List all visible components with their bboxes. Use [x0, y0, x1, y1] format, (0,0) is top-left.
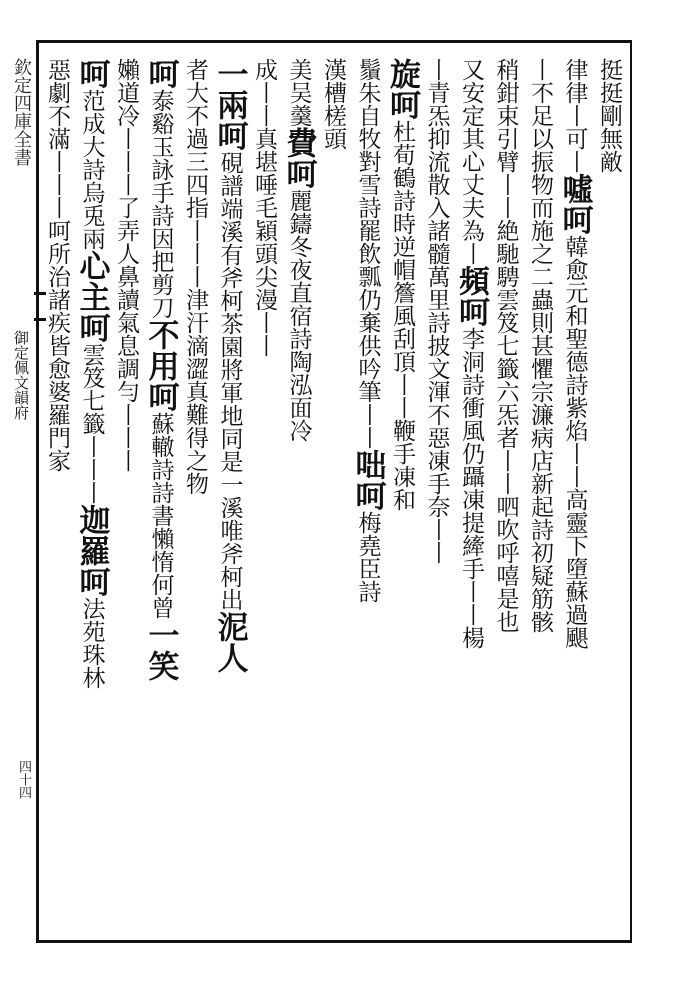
section-title	[10, 330, 32, 490]
text-column-5	[454, 58, 489, 930]
entry-text: 蘇轍詩詩書懶惰何曾	[147, 412, 174, 619]
entry-text: 萬里詩披文渾不惡凍手奈丨丨	[423, 265, 450, 564]
entry-text: 者大不過三四指丨丨丨津汗滴澀真難得之物	[182, 58, 208, 495]
headword: 迦羅呵	[73, 504, 110, 597]
entry-text: 真堪唾毛穎頭尖漫丨丨	[251, 127, 277, 357]
text-column-11	[247, 58, 282, 930]
entry-text: 泰谿玉詠手詩因把剪刀	[147, 89, 174, 319]
text-column-9	[316, 58, 351, 930]
entry-text: 杜荀鶴詩時逆帽簷風刮頂丨丨鞭手凍和	[389, 120, 415, 511]
entry-text: 梅堯臣詩	[354, 511, 381, 603]
text-column-3	[523, 58, 558, 930]
entry-text: 成丨丨	[251, 58, 277, 127]
entry-text: 雲笈七籤丨丨丨	[78, 343, 105, 504]
entry-text: 讀氣息調勻丨丨丨	[113, 288, 139, 472]
text-column-2	[557, 58, 592, 930]
entry-text: 嬾道冷丨丨丨了弄人鼻	[113, 58, 139, 288]
entry-text: 韓愈元和聖德詩紫焰丨丨高靈下墮蘇過颶	[561, 235, 588, 649]
text-column-13	[178, 58, 213, 930]
headword: 不用呵	[142, 319, 179, 412]
entry-text: 又安定其心丈夫為丨	[458, 58, 484, 265]
text-column-4	[488, 58, 523, 930]
entry-text: 丨不足以振物而施之二蟲則甚懼宗濂病店新起詩初疑筋骸	[527, 58, 553, 633]
headword: 噓呵	[556, 173, 593, 235]
text-column-16	[74, 58, 109, 930]
text-column-7	[385, 58, 420, 930]
folio-number: 四十四	[16, 760, 31, 799]
headword: 泥人	[211, 611, 248, 673]
headword: 呵	[73, 58, 110, 89]
entry-text: 李洞詩衝風仍躡凍提縴手丨丨楊	[458, 327, 484, 649]
text-column-17	[40, 58, 75, 930]
entry-text: 漢槽槎頭	[320, 58, 346, 150]
text-column-1	[592, 58, 627, 930]
entry-text: 法苑珠林	[78, 597, 105, 689]
section-title-text: 御定佩文韻府	[12, 330, 30, 420]
headword: 旋呵	[384, 58, 420, 120]
text-column-6	[419, 58, 454, 930]
book-title-text: 欽定四庫全書	[11, 58, 32, 166]
entry-text: 美吴羹	[285, 58, 312, 127]
entry-text: 范成大詩烏兎兩	[78, 89, 105, 250]
text-column-15	[109, 58, 144, 930]
entry-text: 丨青炁抑流散入諸髓	[423, 58, 450, 265]
headword: 咄呵	[349, 449, 386, 511]
entry-text: 麗鑄冬夜直宿詩陶泓面冷	[285, 189, 312, 442]
headword: 心主呵	[73, 250, 110, 343]
headword: 一兩呵	[211, 58, 248, 151]
headword: 呵	[142, 58, 179, 89]
entry-text: 呵所治諸疾皆愈	[44, 219, 70, 380]
headword: 費呵	[280, 127, 317, 189]
entry-text: 挺挺剛無敵	[596, 58, 622, 173]
headword: 一笑	[142, 619, 179, 681]
headword: 頻呵	[453, 265, 489, 327]
entry-text: 稍鉗束引臂丨丨絶馳騁雲笈七籤六炁者丨丨呬吹呼嘻是也	[492, 58, 519, 633]
entry-text: 婆羅門家	[44, 380, 70, 472]
entry-text: 惡劇不滿丨丨丨	[44, 58, 70, 219]
text-column-14	[143, 58, 178, 930]
entry-text: 硯譜端溪有斧柯茶園將軍地同是一溪唯斧柯出	[216, 151, 243, 611]
text-column-12	[212, 58, 247, 930]
entry-text: 律律丨可丨	[561, 58, 588, 173]
text-column-10	[281, 58, 316, 930]
entry-text: 鬚朱自牧對雪詩罷飲瓢仍棄供吟筆丨丨	[354, 58, 381, 449]
margin-book-title	[8, 58, 34, 938]
text-column-8	[350, 58, 385, 930]
